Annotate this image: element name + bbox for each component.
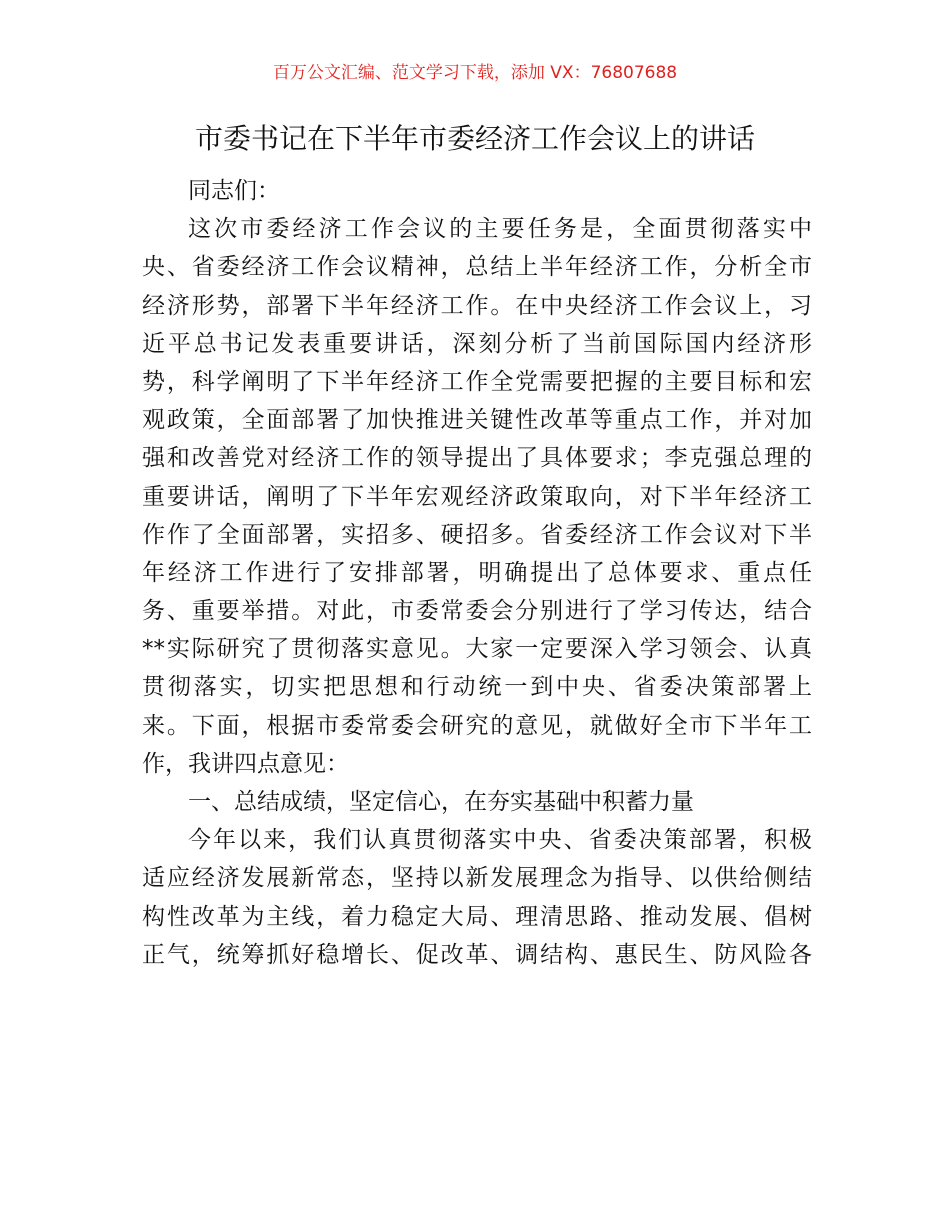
paragraph-line: 作作了全面部署，实招多、硬招多。省委经济工作会议对下半 (142, 521, 812, 548)
paragraph-line: 经济形势，部署下半年经济工作。在中央经济工作会议上，习 (142, 292, 812, 319)
paragraph-line: 重要讲话，阐明了下半年宏观经济政策取向，对下半年经济工 (142, 483, 812, 510)
paragraph-line: 来。下面，根据市委常委会研究的意见，就做好全市下半年工 (142, 712, 812, 739)
paragraph-line: 年经济工作进行了安排部署，明确提出了总体要求、重点任 (142, 559, 812, 586)
document-body (142, 172, 812, 974)
section-heading: 一、总结成绩，坚定信心，在夯实基础中积蓄力量 (188, 789, 694, 815)
paragraph-line: 作，我讲四点意见： (142, 750, 349, 777)
paragraph-line: 势，科学阐明了下半年经济工作全党需要把握的主要目标和宏 (142, 368, 812, 395)
paragraph-line: 正气，统筹抓好稳增长、促改革、调结构、惠民生、防风险各 (142, 941, 812, 968)
watermark-header: 百万公文汇编、范文学习下载，添加 VX：76807688 (272, 63, 678, 83)
paragraph-line: 务、重要举措。对此，市委常委会分别进行了学习传达，结合 (142, 598, 812, 625)
paragraph-line: 央、省委经济工作会议精神，总结上半年经济工作，分析全市 (142, 254, 812, 281)
salutation: 同志们： (188, 178, 280, 204)
paragraph-line: 适应经济发展新常态，坚持以新发展理念为指导、以供给侧结 (142, 865, 812, 892)
paragraph-line: 近平总书记发表重要讲话，深刻分析了当前国际国内经济形 (142, 330, 812, 357)
paragraph-line: 强和改善党对经济工作的领导提出了具体要求；李克强总理的 (142, 445, 812, 472)
paragraph-line: 这次市委经济工作会议的主要任务是，全面贯彻落实中 (188, 216, 812, 243)
paragraph-line: 构性改革为主线，着力稳定大局、理清思路、推动发展、倡树 (142, 903, 812, 930)
paragraph-line: 贯彻落实，切实把思想和行动统一到中央、省委决策部署上 (142, 674, 812, 701)
paragraph-line: 今年以来，我们认真贯彻落实中央、省委决策部署，积极 (188, 827, 812, 854)
paragraph-line: 观政策，全面部署了加快推进关键性改革等重点工作，并对加 (142, 407, 812, 434)
page-title: 市委书记在下半年市委经济工作会议上的讲话 (194, 122, 755, 155)
paragraph-line: **实际研究了贯彻落实意见。大家一定要深入学习领会、认真 (142, 636, 812, 663)
